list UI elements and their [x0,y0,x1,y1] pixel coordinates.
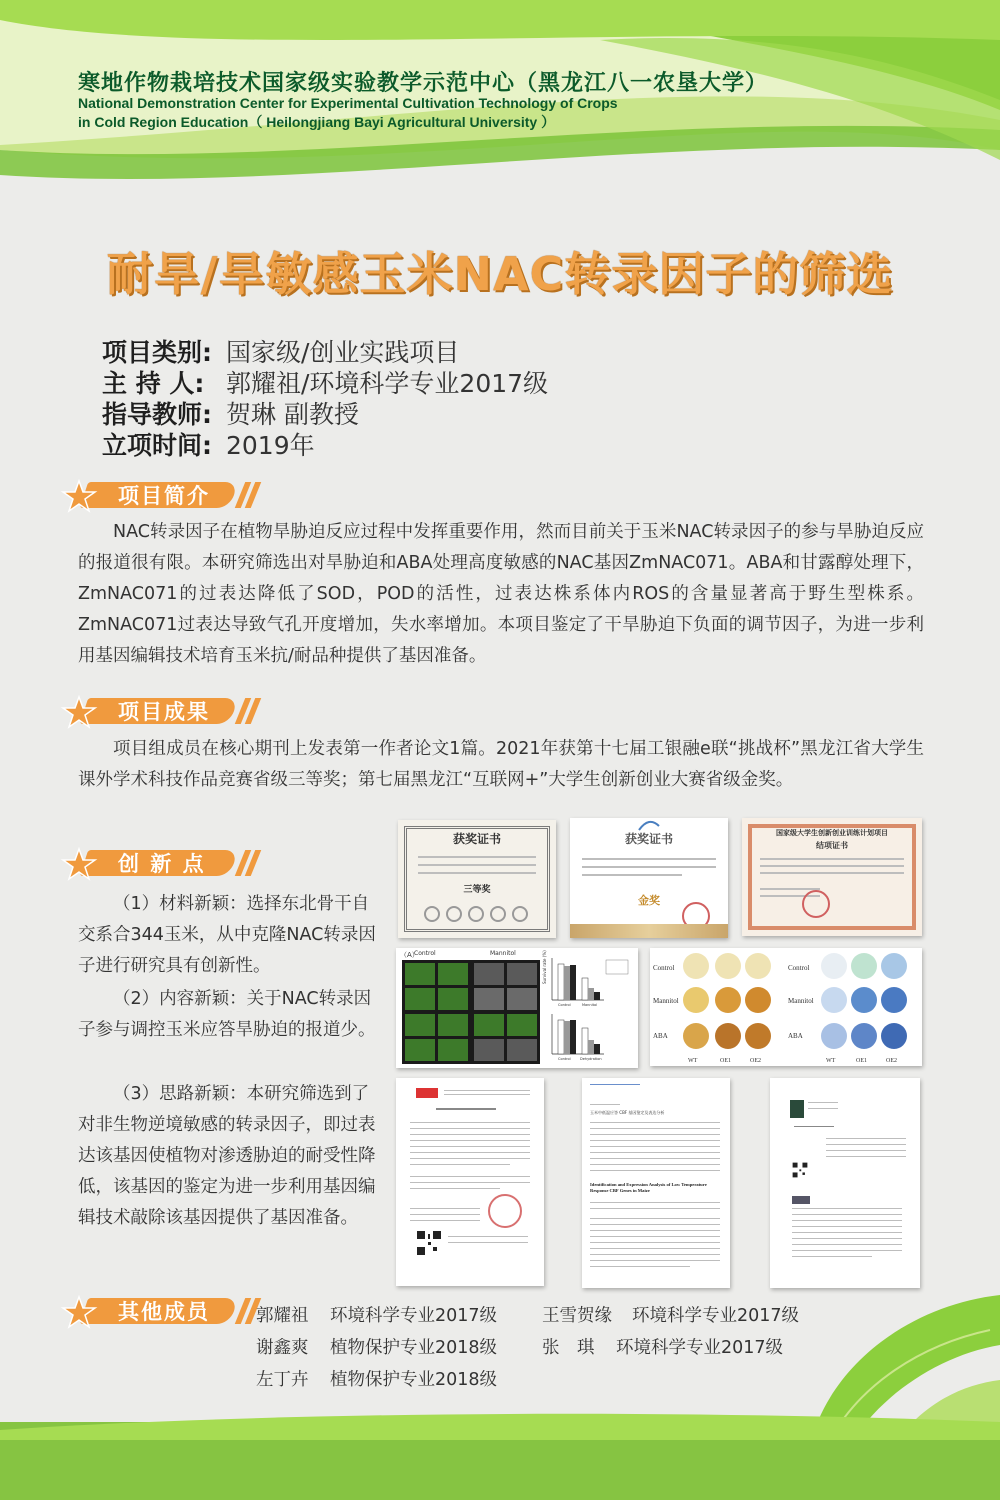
results-paragraph: 项目组成员在核心期刊上发表第一作者论文1篇。2021年获第十七届工银融e联“挑战杯”黑龙江省大学生课外学术科技作品竞赛省级三等奖；第七届黑龙江“互联网+”大学生创新创业大赛省级金奖。 [78,739,924,790]
figure-col-label: WT [688,1058,698,1064]
bottom-swoosh [0,1400,1000,1440]
intro-paragraph: NAC转录因子在植物旱胁迫反应过程中发挥重要作用，然而目前关于玉米NAC转录因子的参与旱胁迫反应的报道很有限。本研究筛选出对旱胁迫和ABA处理高度敏感的NAC基因ZmNAC071。ABA和甘露醇处理下，ZmNAC071的过表达降低了SOD，POD的活性，过表达株系体内ROS的含量显著高于野生型株系。ZmNAC071过表达导致气孔开度增加，失水率增加。本项目鉴定了干旱胁迫下负面的调节因子，为进一步利用基因编辑技术培育玉米抗/耐品种提供了基因准备。 [78,522,924,666]
member-name: 左丁卉 [256,1370,309,1390]
figure-label: （A） [400,951,419,959]
member-major: 环境科学专业2017级 [632,1306,800,1326]
info-row-date [102,426,315,462]
figure-row-label: Control [653,964,675,972]
info-value: 郭耀祖/环境科学专业2017级 [226,369,549,398]
survival-bar-chart-image [542,950,634,1066]
chart-tick-label: Dehydration [580,1057,602,1061]
figure-col-label: OE2 [750,1058,761,1064]
info-value: 贺琳 副教授 [226,400,359,429]
figure-col-label: OE1 [720,1058,731,1064]
member-entry [542,1302,799,1327]
certificate-thumbnail-3 [742,818,922,936]
star-icon [62,480,96,512]
info-value: 2019年 [226,431,315,460]
info-label: 主 持 人: [102,369,205,398]
certificate-prize: 金奖 [638,894,660,907]
figure-a-thumbnail [396,948,638,1068]
star-icon [62,696,96,728]
figure-row-label: Control [788,964,810,972]
member-major: 植物保护专业2018级 [330,1370,498,1390]
member-major: 环境科学专业2017级 [330,1306,498,1326]
figure-label: Control [414,950,436,957]
figure-row-label: Mannitol [788,997,814,1005]
paper-thumbnail-1 [396,1078,544,1286]
member-major: 环境科学专业2017级 [616,1338,784,1358]
figure-row-label: Mannitol [653,997,679,1005]
paper-thumbnail-2 [582,1078,730,1288]
certificate-title: 国家级大学生创新创业训练计划项目 [776,829,888,837]
section-heading-text: 其他成员 [118,1300,210,1324]
header-english-line-2: in Cold Region Education（ Heilongjiang Bayi Agricultural University ） [78,114,556,130]
certificate-prize: 三等奖 [463,885,491,895]
info-value: 国家级/创业实践项目 [226,338,460,367]
certificate-subtitle: 结项证书 [816,841,848,850]
paper-english-title: Identification and Expression Analysis of Low Temperature Response CBF Genes in Maize [590,1182,707,1193]
certificate-thumbnail-2 [570,818,728,938]
section-heading-innovation [62,846,252,880]
chart-tick-label: Mannitol [582,1003,598,1007]
chart-tick-label: Control [558,1003,571,1007]
certificate-title: 获奖证书 [624,832,673,846]
header-english-line-1: National Demonstration Center for Experimental Cultivation Technology of Crops [78,95,618,111]
member-name: 郭耀祖 [256,1306,309,1326]
member-entry [256,1302,497,1327]
member-entry [256,1334,497,1359]
info-label: 立项时间: [102,431,212,460]
certificate-title: 获奖证书 [452,832,501,846]
figure-col-label: OE1 [856,1058,867,1064]
section-heading-intro [62,478,252,512]
leaf-staining-image [650,948,922,1066]
member-name: 谢鑫爽 [256,1338,309,1358]
section-heading-text: 创 新 点 [118,852,206,876]
member-entry [256,1366,497,1391]
figure-b-thumbnail [650,948,922,1066]
qr-code-icon [416,1230,442,1256]
certificate-thumbnail-1 [398,820,556,938]
figure-row-label: ABA [788,1032,803,1040]
section-heading-text: 项目简介 [118,484,210,508]
seedling-grid-image [402,960,540,1064]
member-name: 张 琪 [542,1338,595,1358]
figure-label: Mannitol [490,950,516,957]
header-chinese-title: 寒地作物栽培技术国家级实验教学示范中心（黑龙江八一农垦大学） [78,71,769,96]
award-logo-icon [638,820,660,832]
figure-row-label: ABA [653,1032,668,1040]
innovation-item-2: （2）内容新颖：关于NAC转录因子参与调控玉米应答旱胁迫的报道少。 [78,989,376,1040]
info-label: 指导教师: [102,400,212,429]
chart-axis-label: Survival rate (%) [542,950,547,984]
member-major: 植物保护专业2018级 [330,1338,498,1358]
figure-col-label: WT [826,1058,836,1064]
paper-chinese-title: 玉米中低温应答 CBF 基因鉴定及表达分析 [590,1110,665,1115]
section-heading-results [62,694,252,728]
star-icon [62,848,96,880]
star-icon [62,1296,96,1328]
member-name: 王雪贺缘 [542,1306,612,1326]
innovation-item-3: （3）思路新颖：本研究筛选到了对非生物逆境敏感的转录因子，即过表达该基因使植物对渗透胁迫的耐受性降低，该基因的鉴定为进一步利用基因编辑技术敲除该基因提供了基因准备。 [78,1084,376,1228]
chart-tick-label: Control [558,1057,571,1061]
poster-title: 耐旱/旱敏感玉米NAC转录因子的筛选 [106,247,894,301]
figure-col-label: OE2 [886,1058,897,1064]
section-heading-members [62,1294,252,1328]
innovation-item-1: （1）材料新颖：选择东北骨干自交系合344玉米，从中克隆NAC转录因子进行研究具有创新性。 [78,894,376,976]
section-heading-text: 项目成果 [118,700,210,724]
info-label: 项目类别: [102,338,212,367]
qr-code-icon [792,1162,808,1178]
member-entry [542,1334,783,1359]
